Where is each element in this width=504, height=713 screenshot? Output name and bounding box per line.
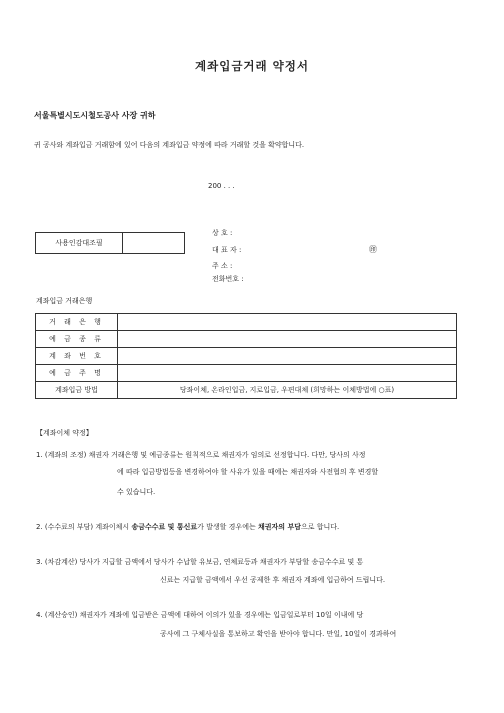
table-row [36,382,457,399]
bank-table [35,313,457,399]
address-label: 주 소 : [212,262,233,270]
bank-section-title: 계좌입금 거래은행 [36,297,93,305]
table-row [36,365,457,382]
deposit-method-label: 계좌입금 방법 [36,382,118,399]
deposit-method-value[interactable]: 당좌이체, 온라인입금, 지로입금, 우편대체 (희망하는 이체방법에 ○표) [118,382,457,399]
deposit-type-value[interactable] [118,331,457,348]
clause-2-part-a: 2. (수수료의 부담) 계좌이체시 [36,523,132,531]
document-title: 계좌입금거래 약정서 [195,59,309,73]
clause-3-line-1: 3. (차감계산) 당사가 지급할 금액에서 당사가 수납할 유보금, 연체료등과 채권자가 부담할 송금수수료 및 통 [36,558,364,566]
company-name-label: 상 호 : [212,229,233,237]
account-number-value[interactable] [118,348,457,365]
deposit-type-label: 예 금 종 류 [36,331,118,348]
ceo-label: 대 표 자 : [212,246,242,254]
date-line: 200 . . . [208,182,235,190]
account-number-label: 계 좌 번 호 [36,348,118,365]
clause-1-line-3: 수 있습니다. [117,488,156,496]
table-row [36,314,457,331]
seal-verification-label: 사용인감대조필 [36,233,123,253]
clause-1-line-1: 1. (계좌의 조정) 채권자 거래은행 및 예금종류는 원칙적으로 채권자가 임의로 선정합니다. 다만, 당사의 사정 [36,451,366,459]
addressee: 서울특별시도시철도공사 사장 귀하 [34,111,156,120]
clause-4-line-1: 4. (계산승인) 채권자가 계좌에 입금받은 금액에 대하여 이의가 있을 경우에는 입금일로부터 10일 이내에 당 [36,611,364,619]
clause-2-fee-emphasis: 송금수수료 및 통신료 [131,523,198,531]
terms-title: 【계좌이체 약정】 [36,429,93,437]
phone-label: 전화번호 : [212,275,244,283]
clause-2-part-c: 가 발생할 경우에는 [197,523,258,531]
seal-verification-field[interactable] [123,233,184,253]
clause-3-line-2: 신료는 지급할 금액에서 우선 공제한 후 채권자 계좌에 입금하여 드립니다. [160,576,386,584]
seal-mark: ㊞ [369,245,377,254]
bank-name-value[interactable] [118,314,457,331]
account-holder-label: 예 금 주 명 [36,365,118,382]
clause-1-line-2: 에 따라 입금방법등을 변경하여야 할 사유가 있을 때에는 채권자와 사전협의 후 변경할 [117,468,379,476]
seal-verification-box [35,232,185,254]
intro-text: 귀 공사와 계좌입금 거래함에 있어 다음의 계좌입금 약정에 따라 거래할 것을 확약합니다. [34,141,305,149]
clause-2 [36,522,339,532]
clause-2-part-e: 으로 합니다. [300,523,340,531]
bank-name-label: 거 래 은 행 [36,314,118,331]
table-row [36,348,457,365]
table-row [36,331,457,348]
clause-4-line-2: 공사에 그 구체사실을 통보하고 확인을 받아야 합니다. 만일, 10일이 경과하여 [160,630,397,638]
account-holder-value[interactable] [118,365,457,382]
clause-2-burden-emphasis: 채권자의 부담 [257,523,301,531]
